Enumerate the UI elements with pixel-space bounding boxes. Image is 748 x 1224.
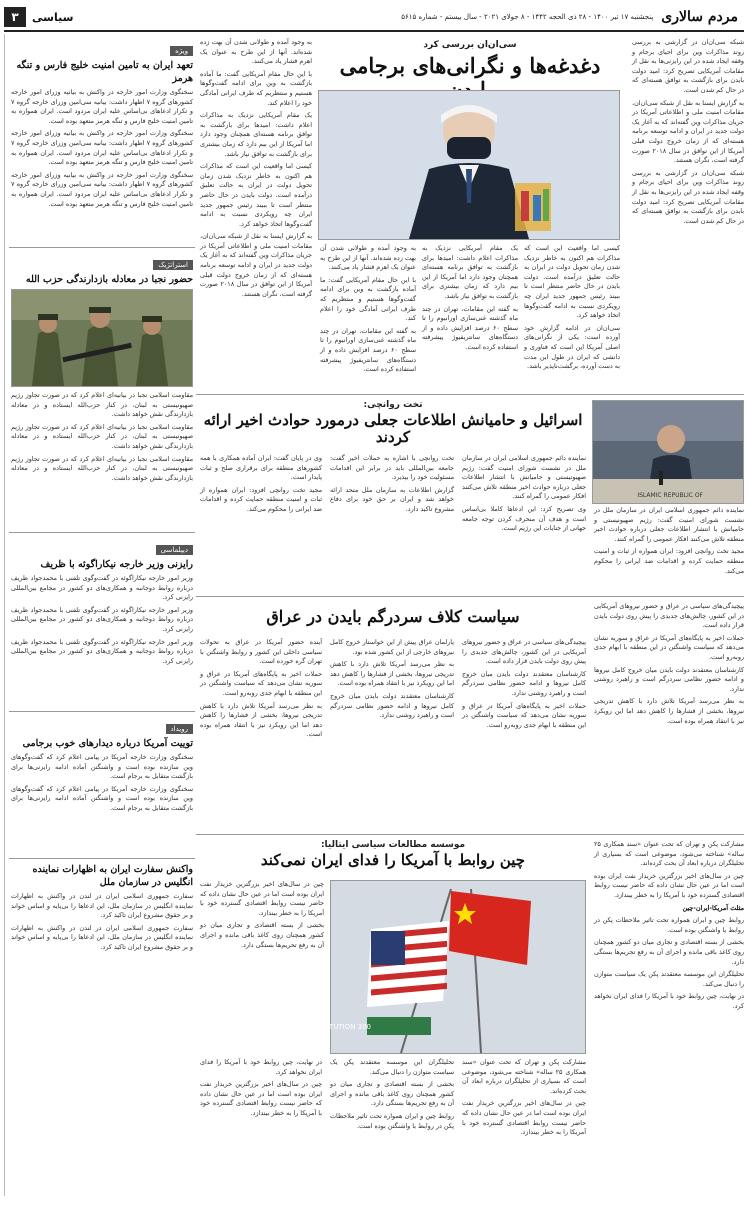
sidebar-item-3 xyxy=(9,533,195,712)
street-sign-text: CONSTITUTION 300 xyxy=(302,1023,371,1031)
sidebar-item-2 xyxy=(9,248,195,533)
lead-col-right: شبکه سی‌ان‌ان در گزارشی به بررسی روند مذاکرات وین برای احیای برجام و وقفه ایجاد شده در این رایزنی‌ها به نقل از مقامات آمریکایی تصریح کرد: امید دولت بایدن برای بازگشت به توافق هسته‌ای که در حال کم شدن است. به گزارش ایسنا به نقل از شبکه سی‌ان‌ان، مقامات امنیت ملی و اطلاعاتی آمریکا در جریان مذاکرات وین گفته‌اند که به آغاز یک دولت جدید در ایران و ادامه توسعه برنامه هسته‌ای که از زمان خروج دولت قبلی آمریکا از این توافق در سال ۲۰۱۸ صورت گرفته است، نگران هستند. شبکه سی‌ان‌ان در گزارشی به بررسی روند مذاکرات وین برای احیای برجام و وقفه ایجاد شده در این رایزنی‌ها به نقل از مقامات آمریکایی تصریح کرد: امید دولت بایدن برای بازگشت به توافق هسته‌ای که در حال کم شدن است. xyxy=(632,38,744,225)
sidebar-item-1 xyxy=(9,34,195,248)
story4-photo xyxy=(302,880,586,1054)
story3-col-2: پارلمان عراق پیش از این خواستار خروج کامل نیروهای خارجی از این کشور شده بود. به نظر می‌رسد آمریکا تلاش دارد با کاهش تدریجی نیروها، بخشی از فشارها را کاهش دهد اما این رویکرد نیز با انتقاد همراه بوده است. کارشناسان معتقدند دولت بایدن میان خروج کامل نیروها و ادامه حضور نظامی سردرگم است و راهبرد روشنی ندارد. xyxy=(330,638,454,720)
story2-col-1: نماینده دائم جمهوری اسلامی ایران در سازمان ملل در نشست شورای امنیت گفت: رژیم صهیونیستی و حامیانش با انتشار اطلاعات جعلی درباره حوادث اخیر منطقه تلاش می‌کنند افکار عمومی را گمراه کنند. وی تصریح کرد: این ادعاها کاملا بی‌اساس است و هدف آن منحرف کردن توجه جامعه جهانی از جنایات این رژیم است. xyxy=(462,454,586,533)
story4-col-1: مشارکت پکن و تهران که تحت عنوان «سند همکاری ۲۵ ساله» شناخته می‌شود، موضوعی است که بسیاری از تحلیلگران درباره ابعاد آن بحث کرده‌اند. چین در سال‌های اخیر بزرگترین خریدار نفت ایران بوده است اما در عین حال نشان داده که حاضر نیست روابط اقتصادی گسترده خود با آمریکا را به خطر بیندازد. xyxy=(462,1058,586,1137)
divider xyxy=(196,394,744,395)
biden-photo-illustration xyxy=(319,91,619,239)
newspaper-brand: مردم سالاری xyxy=(661,9,738,25)
sidebar-body: وزیر امور خارجه نیکاراگوئه در گفت‌وگوی تلفنی با محمدجواد ظریف درباره روابط دوجانبه و همکاری‌های دو کشور در مجامع بین‌المللی رایزنی کرد. وزیر امور خارجه نیکاراگوئه در گفت‌وگوی تلفنی با محمدجواد ظریف درباره روابط دوجانبه و همکاری‌های دو کشور در مجامع بین‌المللی رایزنی کرد. وزیر امور خارجه نیکاراگوئه در گفت‌وگوی تلفنی با محمدجواد ظریف درباره روابط دوجانبه و همکاری‌های دو کشور در مجامع بین‌المللی رایزنی کرد. xyxy=(11,574,193,665)
section-label: سیاسی xyxy=(32,10,74,24)
masthead xyxy=(4,4,744,32)
sidebar-tag: ویژه xyxy=(170,46,193,56)
story4-col-right: مشارکت پکن و تهران که تحت عنوان «سند همکاری ۲۵ ساله» شناخته می‌شود، موضوعی است که بسیاری از تحلیلگران درباره ابعاد آن بحث کرده‌اند. چین در سال‌های اخیر بزرگترین خریدار نفت ایران بوده است اما در عین حال نشان داده که حاضر نیست روابط اقتصادی گسترده خود با آمریکا را به خطر بیندازد. مثلث آمریکا-ایران-چین روابط چین و ایران همواره تحت تاثیر ملاحظات پکن در روابط با واشنگتن بوده است. بخشی از بسته اقتصادی و تجاری میان دو کشور همچنان روی کاغذ باقی مانده و اجرای آن به رفع تحریم‌ها بستگی دارد. تحلیلگران این موسسه معتقدند پکن یک سیاست متوازن را دنبال می‌کند. در نهایت، چین روابط خود با آمریکا را فدای ایران نخواهد کرد. xyxy=(594,840,744,1010)
sidebar-title[interactable]: رایزنی وزیر خارجه نیکاراگوئه با ظریف xyxy=(40,559,193,570)
story2-col-3: وی در پایان گفت: ایران آماده همکاری با همه کشورهای منطقه برای برقراری صلح و ثبات پایدار است. مجید تخت روانچی افزود: ایران همواره از ثبات و امنیت منطقه حمایت کرده و اقدامات ضد ایرانی را محکوم می‌کند. xyxy=(200,454,322,513)
sidebar-body: سفارت جمهوری اسلامی ایران در لندن در واکنش به اظهارات نماینده انگلیس در سازمان ملل، این ادعاها را بی‌پایه و اساس خواند و بر حقوق مشروع ایران تاکید کرد. سفارت جمهوری اسلامی ایران در لندن در واکنش به اظهارات نماینده انگلیس در سازمان ملل، این ادعاها را بی‌پایه و اساس خواند و بر حقوق مشروع ایران تاکید کرد. xyxy=(11,892,193,951)
sidebar xyxy=(4,34,195,1196)
lead-col-5: به وجود آمده و طولانی شدن آن بهت زده شده‌اند. آنها از این طرح به عنوان یک اهرم فشار یاد می‌کنند. با این حال مقام آمریکایی گفت: ما آماده بازگشت به وین برای ادامه گفت‌وگوها هستیم و منتظریم که طرف ایرانی آمادگی خود را اعلام کند. یک مقام آمریکایی نزدیک به مذاکرات اعلام داشت: امیدها برای بازگشت به توافق برنامه هسته‌ای همچنان وجود دارد اما آمریکا از این بیم دارد که زمان بیشتری برای بازگشت به توافق نیاز باشد. کیسی اما واقعیت این است که مذاکرات هم اکنون به خاطر نزدیک شدن زمان تحویل دولت در ایران به حالت تعلیق درآمده است. دولت بایدن در حال حاضر منتظر است تا ببیند رئیس جمهور جدید ایران چه رویکردی نسبت به ادامه گفت‌وگوها اتخاذ خواهد کرد. به گزارش ایسنا به نقل از شبکه سی‌ان‌ان، مقامات امنیت ملی و اطلاعاتی آمریکا در جریان مذاکرات وین گفته‌اند که به آغاز یک دولت جدید در ایران و ادامه توسعه برنامه هسته‌ای که از زمان خروج دولت قبلی آمریکا از این توافق در سال ۲۰۱۸ صورت گرفته است، نگران هستند. xyxy=(200,38,312,298)
story2-headline: اسرائیل و حامیانش اطلاعات جعلی درمورد حوادث اخیر ارائه کردند xyxy=(203,411,583,447)
dateline: پنجشنبه ۱۷ تیر ۱۴۰۰ - ۲۸ ذی الحجه ۱۴۴۲ - ۸ جولای ۲۰۲۱ - سال بیستم - شماره ۵۶۱۵ xyxy=(401,13,654,21)
soldiers-photo-illustration xyxy=(12,290,192,386)
sidebar-body: سخنگوی وزارت امور خارجه در واکنش به بیانیه وزرای امور خارجه کشورهای گروه ۷ اظهار داشت: بیانیه سی‌امین وزرای خارجه گروه ۷ و تکرار ادعاهای بی‌اساس علیه ایران مردود است. ایران همواره به تامین امنیت خلیج فارس و تنگه هرمز متعهد بوده است. سخنگوی وزارت امور خارجه در واکنش به بیانیه وزرای امور خارجه کشورهای گروه ۷ اظهار داشت: بیانیه سی‌امین وزرای خارجه گروه ۷ و تکرار ادعاهای بی‌اساس علیه ایران مردود است. ایران همواره به تامین امنیت خلیج فارس و تنگه هرمز متعهد بوده است. سخنگوی وزارت امور خارجه در واکنش به بیانیه وزرای امور خارجه کشورهای گروه ۷ اظهار داشت: بیانیه سی‌امین وزرای خارجه گروه ۷ و تکرار ادعاهای بی‌اساس علیه ایران مردود است. ایران همواره به تامین امنیت خلیج فارس و تنگه هرمز متعهد بوده است. xyxy=(11,88,193,208)
story2-col-2: تخت روانچی با اشاره به حملات اخیر گفت: جامعه بین‌المللی باید در برابر این اقدامات مسئولیت خود را بپذیرد. گزارش اطلاعات به سازمان ملل متحد ارائه خواهد شد و ایران بر حق خود برای دفاع مشروع تاکید دارد. xyxy=(330,454,454,513)
story2-photo-text: نماینده دائم جمهوری اسلامی ایران در سازمان ملل در نشست شورای امنیت گفت: رژیم صهیونیستی و حامیانش با انتشار اطلاعات جعلی درباره حوادث اخیر منطقه تلاش می‌کنند افکار عمومی را گمراه کنند. مجید تخت روانچی افزود: ایران همواره از ثبات و امنیت منطقه حمایت کرده و اقدامات ضد ایرانی را محکوم می‌کند. xyxy=(594,506,744,575)
story2-kicker: تخت روانچی: xyxy=(363,400,423,410)
divider xyxy=(196,834,744,835)
story4-kicker: موسسه مطالعات سیاسی ایتالیا: xyxy=(320,840,466,850)
story3-headline: سیاست کلاف سردرگم بایدن در عراق xyxy=(266,607,520,626)
sidebar-photo xyxy=(11,289,193,387)
sidebar-body: مقاومت اسلامی نجبا در بیانیه‌ای اعلام کرد که در صورت تجاوز رژیم صهیونیستی به لبنان، در کنار حزب‌الله ایستاده و در معادله بازدارندگی نقش خواهد داشت. مقاومت اسلامی نجبا در بیانیه‌ای اعلام کرد که در صورت تجاوز رژیم صهیونیستی به لبنان، در کنار حزب‌الله ایستاده و در معادله بازدارندگی نقش خواهد داشت. مقاومت اسلامی نجبا در بیانیه‌ای اعلام کرد که در صورت تجاوز رژیم صهیونیستی به لبنان، در کنار حزب‌الله ایستاده و در معادله بازدارندگی نقش خواهد داشت. xyxy=(11,391,193,482)
story3-col-3: آینده حضور آمریکا در عراق به تحولات سیاسی داخلی این کشور و روابط واشنگتن با تهران گره خورده است. حملات اخیر به پایگاه‌های آمریکا در عراق و سوریه نشان می‌دهد که سیاست واشنگتن در این منطقه با ابهام جدی روبه‌رو است. به نظر می‌رسد آمریکا تلاش دارد با کاهش تدریجی نیروها، بخشی از فشارها را کاهش دهد اما این رویکرد نیز با انتقاد همراه بوده است. xyxy=(200,638,322,739)
sidebar-title[interactable]: توییت آمریکا درباره دیدارهای خوب برجامی xyxy=(22,738,193,749)
sidebar-item-5 xyxy=(9,859,195,993)
sidebar-body: سخنگوی وزارت خارجه آمریکا در پیامی اعلام کرد که گفت‌وگوهای وین سازنده بوده است و واشنگتن آماده ادامه رایزنی‌ها برای بازگشت متقابل به برجام است. سخنگوی وزارت خارجه آمریکا در پیامی اعلام کرد که گفت‌وگوهای وین سازنده بوده است و واشنگتن آماده ادامه رایزنی‌ها برای بازگشت متقابل به برجام است. xyxy=(11,753,193,812)
sidebar-title[interactable]: تعهد ایران به تامین امنیت خلیج فارس و تنگه هرمز xyxy=(16,60,193,84)
sidebar-tag: دیپلماسی xyxy=(156,545,193,555)
lead-kicker: سی‌ان‌ان بررسی کرد xyxy=(423,40,517,50)
lead-photo xyxy=(318,90,620,240)
story4-col-photo-side: چین در سال‌های اخیر بزرگترین خریدار نفت ایران بوده است اما در عین حال نشان داده که حاضر نیست روابط اقتصادی گسترده خود با آمریکا را به خطر بیندازد. بخشی از بسته اقتصادی و تجاری میان دو کشور همچنان روی کاغذ باقی مانده و اجرای آن به رفع تحریم‌ها بستگی دارد. xyxy=(200,880,324,949)
story2-photo xyxy=(592,400,744,504)
sidebar-title[interactable]: واکنش سفارت ایران به اظهارات نماینده انگلیس در سازمان ملل xyxy=(32,864,193,888)
lead-headline: دغدغه‌ها و نگرانی‌های برجامی xyxy=(339,53,601,78)
lead-col-2: کیسی اما واقعیت این است که مذاکرات هم اکنون به خاطر نزدیک شدن زمان تحویل دولت در ایران به حالت تعلیق درآمده است. دولت بایدن در حال حاضر منتظر است تا ببیند رئیس جمهور جدید ایران چه رویکردی نسبت به ادامه گفت‌وگوها اتخاذ خواهد کرد. سی‌ان‌ان در ادامه گزارش خود آورده است: یکی از نگرانی‌های اصلی آمریکا این است که فناوری و دانشی که ایران در طول این مدت به دست آورده، برگشت‌ناپذیر باشد. xyxy=(524,244,620,371)
page-number: ۳ xyxy=(4,7,26,27)
nameplate-text: ISLAMIC REPUBLIC OF xyxy=(637,492,703,499)
sidebar-item-4 xyxy=(9,712,195,859)
story4-headline: چین روابط با آمریکا را فدای ایران نمی‌کند xyxy=(260,851,526,869)
story4-col-3: در نهایت، چین روابط خود با آمریکا را فدای ایران نخواهد کرد. چین در سال‌های اخیر بزرگترین خریدار نفت ایران بوده است اما در عین حال نشان داده که حاضر نیست روابط اقتصادی گسترده خود با آمریکا را به خطر بیندازد. xyxy=(200,1058,322,1117)
story3-col-1: پیچیدگی‌های سیاسی در عراق و حضور نیروهای آمریکایی در این کشور، چالش‌های جدیدی را پیش روی دولت بایدن قرار داده است. کارشناسان معتقدند دولت بایدن میان خروج کامل نیروها و ادامه حضور نظامی سردرگم است و راهبرد روشنی ندارد. حملات اخیر به پایگاه‌های آمریکا در عراق و سوریه نشان می‌دهد که سیاست واشنگتن در این منطقه با ابهام جدی روبه‌رو است. xyxy=(462,638,586,729)
story4-subhead: مثلث آمریکا-ایران-چین xyxy=(682,903,744,912)
flags-photo-illustration xyxy=(302,881,585,1053)
story4-col-2: تحلیلگران این موسسه معتقدند پکن یک سیاست متوازن را دنبال می‌کند. بخشی از بسته اقتصادی و تجاری میان دو کشور همچنان روی کاغذ باقی مانده و اجرای آن به رفع تحریم‌ها بستگی دارد. روابط چین و ایران همواره تحت تاثیر ملاحظات پکن در روابط با واشنگتن بوده است. xyxy=(330,1058,454,1130)
sidebar-title[interactable]: حضور نجبا در معادله بازدارندگی حزب الله xyxy=(25,274,193,285)
lead-col-4: به وجود آمده و طولانی شدن آن بهت زده شده‌اند. آنها از این طرح به عنوان یک اهرم فشار یاد می‌کنند. با این حال مقام آمریکایی گفت: ما آماده بازگشت به وین برای ادامه گفت‌وگوها هستیم و منتظریم که طرف ایرانی آمادگی خود را اعلام کند. به گفته این مقامات، تهران در چند ماه گذشته غنی‌سازی اورانیوم را تا سطح ۶۰ درصد افزایش داده و از دستگاه‌های سانتریفیوژ پیشرفته استفاده کرده است. xyxy=(320,244,416,374)
diplomat-photo-illustration xyxy=(593,401,743,503)
lead-col-3: یک مقام آمریکایی نزدیک به مذاکرات اعلام داشت: امیدها برای بازگشت به توافق برنامه هسته‌ای همچنان وجود دارد اما آمریکا از این بیم دارد که زمان بیشتری برای بازگشت به توافق نیاز باشد. به گفته این مقامات، تهران در چند ماه گذشته غنی‌سازی اورانیوم را تا سطح ۶۰ درصد افزایش داده و از دستگاه‌های سانتریفیوژ پیشرفته استفاده کرده است. xyxy=(422,244,518,351)
main-content xyxy=(196,34,744,1196)
sidebar-tag: استراتژیک xyxy=(153,260,193,270)
story3-col-right: پیچیدگی‌های سیاسی در عراق و حضور نیروهای آمریکایی در این کشور، چالش‌های جدیدی را پیش روی دولت بایدن قرار داده است. حملات اخیر به پایگاه‌های آمریکا در عراق و سوریه نشان می‌دهد که سیاست واشنگتن در این منطقه با ابهام جدی روبه‌رو است. کارشناسان معتقدند دولت بایدن میان خروج کامل نیروها و ادامه حضور نظامی سردرگم است و راهبرد روشنی ندارد. به نظر می‌رسد آمریکا تلاش دارد با کاهش تدریجی نیروها، بخشی از فشارها را کاهش دهد اما این رویکرد نیز با انتقاد همراه بوده است. xyxy=(594,602,744,725)
divider xyxy=(196,596,744,597)
sidebar-tag: رویداد xyxy=(166,724,193,734)
